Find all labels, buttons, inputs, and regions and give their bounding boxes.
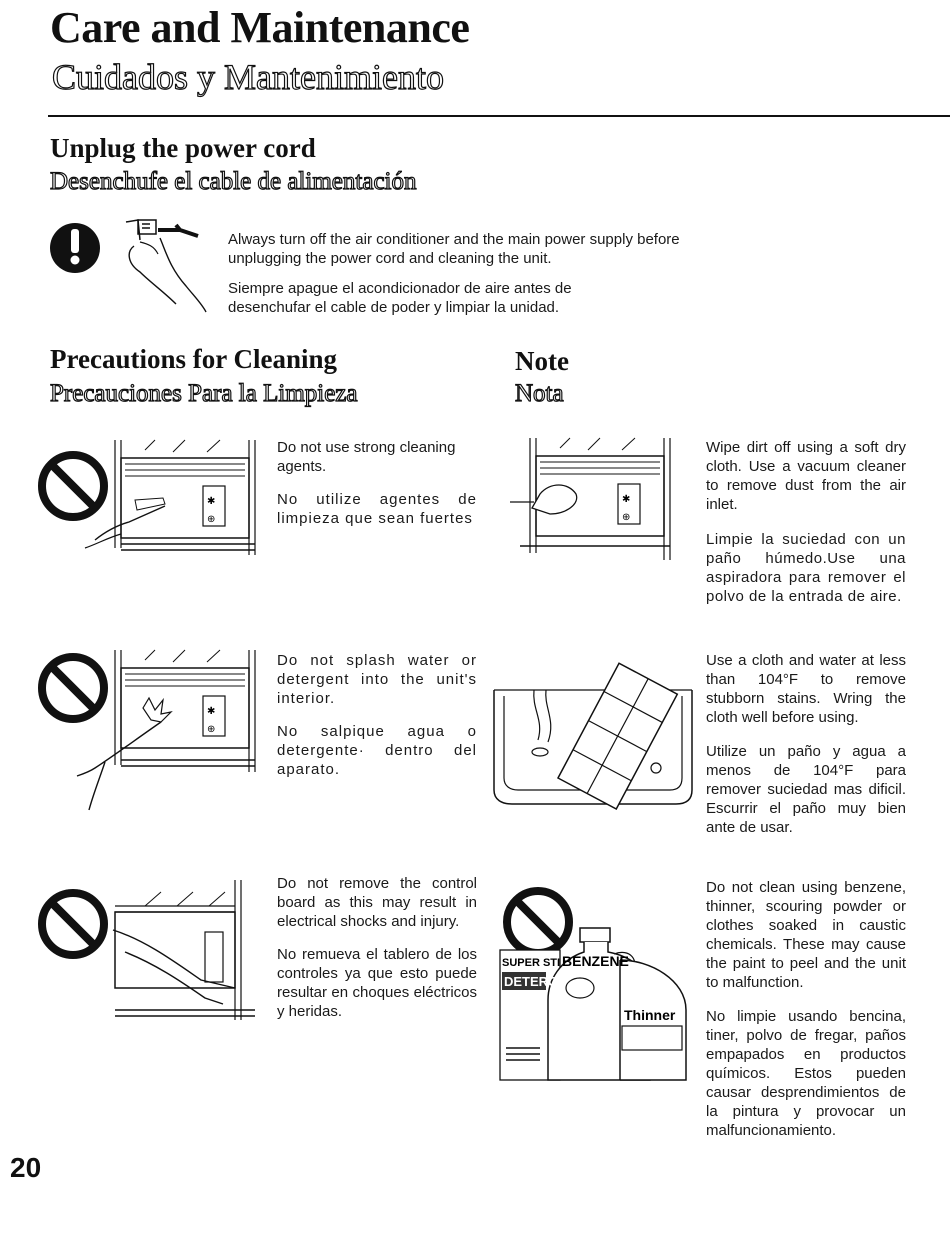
ac-unit-cleaning-agent-illustration — [85, 440, 265, 560]
filter-sink-illustration — [494, 650, 694, 810]
svg-text:⊕: ⊕ — [622, 512, 631, 523]
unplug-text-es: Siempre apague el acondicionador de aire antes de desenchufar el cable de poder y limpiar la unidad. — [228, 280, 572, 316]
prohibited-icon — [35, 886, 115, 966]
benzene-label: BENZENE — [562, 953, 629, 969]
chemical-bottles-illustration — [500, 920, 690, 1085]
svg-text:⊕: ⊕ — [207, 724, 216, 735]
svg-text:⊕: ⊕ — [207, 514, 216, 525]
note-heading: Note — [515, 346, 569, 376]
header-rule — [48, 115, 950, 117]
ac-unit-control-board-illustration — [105, 880, 265, 1030]
page-subtitle: Cuidados y Mantenimiento — [52, 57, 444, 97]
unplug-heading: Unplug the power cord — [50, 133, 316, 163]
precautions-heading: Precautions for Cleaning — [50, 344, 337, 374]
note-1-en: Wipe dirt off using a soft dry cloth. Use a vacuum cleaner to remove dust from the air inlet. — [706, 439, 906, 513]
precaution-3-en: Do not remove the control board as this may result in electrical shocks and injury. — [277, 875, 477, 930]
page-number: 20 — [10, 1152, 42, 1183]
deterg-label: DETERG — [504, 974, 559, 989]
ac-unit-splash-illustration — [75, 650, 265, 820]
note-2-es: Utilize un paño y agua a menos de 104°F para remover suciedad mas dificil. Escurrir el paño muy bien ante de usar. — [706, 743, 906, 836]
precautions-heading-es: Precauciones Para la Limpieza — [50, 380, 358, 407]
note-heading-es: Nota — [515, 380, 564, 407]
svg-text:✱: ✱ — [207, 496, 216, 507]
precaution-1-es: No utilize agentes de limpieza que sean fuertes — [277, 491, 477, 527]
precaution-2-en: Do not splash water or detergent into the unit's interior. — [277, 652, 477, 707]
svg-text:✱: ✱ — [207, 706, 216, 717]
unplug-heading-es: Desenchufe el cable de alimentación — [50, 168, 417, 195]
exclamation-warning-icon — [50, 215, 110, 275]
note-2-en: Use a cloth and water at less than 104°F to remove stubborn stains. Wring the cloth well before using. — [706, 652, 906, 726]
unplug-text-en: Always turn off the air conditioner and the main power supply before unplugging the power cord and cleaning the unit. — [228, 231, 680, 267]
note-3-en: Do not clean using benzene, thinner, scouring powder or clothes soaked in caustic chemicals. These may cause the paint to peel and the unit to malfunction. — [706, 879, 906, 991]
unplug-hand-icon — [120, 212, 215, 317]
precaution-3-es: No remueva el tablero de los controles ya que esto puede resultar en choques eléctricos y heridas. — [277, 946, 477, 1020]
precaution-2-es: No salpique agua o detergente· dentro del aparato. — [277, 723, 477, 778]
note-3-es: No limpie usando bencina, tiner, polvo de fregar, paños empapados en productos químicos. Estos pueden causar desprendimientos de la pintura y provocar un malfuncionamiento. — [706, 1008, 906, 1139]
page-title: Care and Maintenance — [50, 3, 470, 52]
thinner-label: Thinner — [624, 1007, 676, 1023]
note-1-es: Limpie la suciedad con un paño húmedo.Use una aspiradora para remover el polvo de la entrada de aire. — [706, 531, 906, 605]
super-label: SUPER STI — [502, 957, 561, 969]
svg-text:✱: ✱ — [622, 494, 631, 505]
ac-unit-wipe-cloth-illustration — [510, 438, 680, 568]
precaution-1-en: Do not use strong cleaning agents. — [277, 439, 456, 475]
